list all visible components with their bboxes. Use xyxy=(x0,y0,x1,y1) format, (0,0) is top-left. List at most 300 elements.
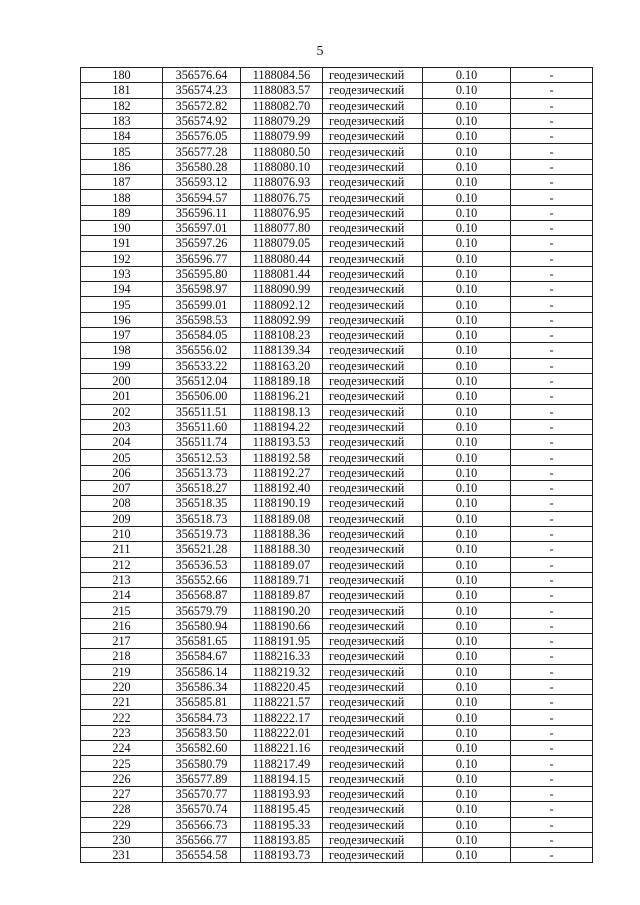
description-cell: - xyxy=(511,113,593,128)
x-coordinate-cell: 356568.87 xyxy=(163,588,241,603)
accuracy-cell: 0.10 xyxy=(423,205,511,220)
description-cell: - xyxy=(511,695,593,710)
point-number-cell: 192 xyxy=(81,251,163,266)
x-coordinate-cell: 356584.05 xyxy=(163,328,241,343)
accuracy-cell: 0.10 xyxy=(423,312,511,327)
method-cell: геодезический xyxy=(323,465,423,480)
description-cell: - xyxy=(511,129,593,144)
point-number-cell: 213 xyxy=(81,572,163,587)
x-coordinate-cell: 356512.53 xyxy=(163,450,241,465)
y-coordinate-cell: 1188080.44 xyxy=(241,251,323,266)
x-coordinate-cell: 356554.58 xyxy=(163,848,241,863)
point-number-cell: 200 xyxy=(81,373,163,388)
accuracy-cell: 0.10 xyxy=(423,465,511,480)
description-cell: - xyxy=(511,358,593,373)
accuracy-cell: 0.10 xyxy=(423,542,511,557)
method-cell: геодезический xyxy=(323,373,423,388)
y-coordinate-cell: 1188219.32 xyxy=(241,664,323,679)
x-coordinate-cell: 356582.60 xyxy=(163,741,241,756)
method-cell: геодезический xyxy=(323,725,423,740)
y-coordinate-cell: 1188194.22 xyxy=(241,419,323,434)
description-cell: - xyxy=(511,633,593,648)
y-coordinate-cell: 1188189.71 xyxy=(241,572,323,587)
method-cell: геодезический xyxy=(323,113,423,128)
accuracy-cell: 0.10 xyxy=(423,664,511,679)
y-coordinate-cell: 1188195.45 xyxy=(241,802,323,817)
description-cell: - xyxy=(511,710,593,725)
y-coordinate-cell: 1188193.73 xyxy=(241,848,323,863)
y-coordinate-cell: 1188076.75 xyxy=(241,190,323,205)
y-coordinate-cell: 1188189.07 xyxy=(241,557,323,572)
point-number-cell: 184 xyxy=(81,129,163,144)
table-row xyxy=(81,282,593,297)
table-row xyxy=(81,159,593,174)
y-coordinate-cell: 1188192.40 xyxy=(241,481,323,496)
method-cell: геодезический xyxy=(323,450,423,465)
table-row xyxy=(81,435,593,450)
point-number-cell: 185 xyxy=(81,144,163,159)
y-coordinate-cell: 1188092.99 xyxy=(241,312,323,327)
method-cell: геодезический xyxy=(323,389,423,404)
x-coordinate-cell: 356579.79 xyxy=(163,603,241,618)
accuracy-cell: 0.10 xyxy=(423,756,511,771)
accuracy-cell: 0.10 xyxy=(423,343,511,358)
x-coordinate-cell: 356598.97 xyxy=(163,282,241,297)
table-row xyxy=(81,526,593,541)
x-coordinate-cell: 356552.66 xyxy=(163,572,241,587)
method-cell: геодезический xyxy=(323,404,423,419)
x-coordinate-cell: 356518.73 xyxy=(163,511,241,526)
table-row xyxy=(81,113,593,128)
method-cell: геодезический xyxy=(323,159,423,174)
y-coordinate-cell: 1188079.99 xyxy=(241,129,323,144)
accuracy-cell: 0.10 xyxy=(423,481,511,496)
accuracy-cell: 0.10 xyxy=(423,725,511,740)
accuracy-cell: 0.10 xyxy=(423,389,511,404)
coordinates-table xyxy=(80,67,593,863)
x-coordinate-cell: 356556.02 xyxy=(163,343,241,358)
table-row xyxy=(81,725,593,740)
x-coordinate-cell: 356584.67 xyxy=(163,649,241,664)
point-number-cell: 208 xyxy=(81,496,163,511)
table-row xyxy=(81,129,593,144)
accuracy-cell: 0.10 xyxy=(423,802,511,817)
table-row xyxy=(81,695,593,710)
x-coordinate-cell: 356518.27 xyxy=(163,481,241,496)
description-cell: - xyxy=(511,848,593,863)
method-cell: геодезический xyxy=(323,649,423,664)
table-row xyxy=(81,557,593,572)
point-number-cell: 195 xyxy=(81,297,163,312)
y-coordinate-cell: 1188188.36 xyxy=(241,526,323,541)
y-coordinate-cell: 1188092.12 xyxy=(241,297,323,312)
table-row xyxy=(81,741,593,756)
method-cell: геодезический xyxy=(323,175,423,190)
description-cell: - xyxy=(511,603,593,618)
table-row xyxy=(81,220,593,235)
table-row xyxy=(81,251,593,266)
method-cell: геодезический xyxy=(323,756,423,771)
description-cell: - xyxy=(511,297,593,312)
point-number-cell: 180 xyxy=(81,68,163,83)
point-number-cell: 221 xyxy=(81,695,163,710)
method-cell: геодезический xyxy=(323,618,423,633)
accuracy-cell: 0.10 xyxy=(423,450,511,465)
accuracy-cell: 0.10 xyxy=(423,572,511,587)
accuracy-cell: 0.10 xyxy=(423,710,511,725)
description-cell: - xyxy=(511,572,593,587)
x-coordinate-cell: 356574.92 xyxy=(163,113,241,128)
accuracy-cell: 0.10 xyxy=(423,817,511,832)
point-number-cell: 207 xyxy=(81,481,163,496)
table-row xyxy=(81,343,593,358)
y-coordinate-cell: 1188195.33 xyxy=(241,817,323,832)
page-number: 5 xyxy=(316,44,324,59)
x-coordinate-cell: 356583.50 xyxy=(163,725,241,740)
description-cell: - xyxy=(511,404,593,419)
method-cell: геодезический xyxy=(323,496,423,511)
point-number-cell: 212 xyxy=(81,557,163,572)
y-coordinate-cell: 1188220.45 xyxy=(241,679,323,694)
description-cell: - xyxy=(511,266,593,281)
y-coordinate-cell: 1188194.15 xyxy=(241,771,323,786)
method-cell: геодезический xyxy=(323,98,423,113)
x-coordinate-cell: 356506.00 xyxy=(163,389,241,404)
y-coordinate-cell: 1188193.85 xyxy=(241,832,323,847)
description-cell: - xyxy=(511,68,593,83)
method-cell: геодезический xyxy=(323,832,423,847)
accuracy-cell: 0.10 xyxy=(423,282,511,297)
table-row xyxy=(81,83,593,98)
description-cell: - xyxy=(511,526,593,541)
table-row xyxy=(81,144,593,159)
point-number-cell: 210 xyxy=(81,526,163,541)
point-number-cell: 202 xyxy=(81,404,163,419)
y-coordinate-cell: 1188192.58 xyxy=(241,450,323,465)
method-cell: геодезический xyxy=(323,266,423,281)
description-cell: - xyxy=(511,312,593,327)
method-cell: геодезический xyxy=(323,710,423,725)
method-cell: геодезический xyxy=(323,771,423,786)
description-cell: - xyxy=(511,389,593,404)
y-coordinate-cell: 1188163.20 xyxy=(241,358,323,373)
accuracy-cell: 0.10 xyxy=(423,419,511,434)
y-coordinate-cell: 1188083.57 xyxy=(241,83,323,98)
description-cell: - xyxy=(511,725,593,740)
table-row xyxy=(81,481,593,496)
y-coordinate-cell: 1188190.19 xyxy=(241,496,323,511)
x-coordinate-cell: 356533.22 xyxy=(163,358,241,373)
x-coordinate-cell: 356597.26 xyxy=(163,236,241,251)
y-coordinate-cell: 1188193.93 xyxy=(241,786,323,801)
description-cell: - xyxy=(511,496,593,511)
x-coordinate-cell: 356595.80 xyxy=(163,266,241,281)
description-cell: - xyxy=(511,481,593,496)
x-coordinate-cell: 356521.28 xyxy=(163,542,241,557)
description-cell: - xyxy=(511,159,593,174)
table-row xyxy=(81,98,593,113)
method-cell: геодезический xyxy=(323,511,423,526)
accuracy-cell: 0.10 xyxy=(423,588,511,603)
accuracy-cell: 0.10 xyxy=(423,251,511,266)
y-coordinate-cell: 1188189.08 xyxy=(241,511,323,526)
description-cell: - xyxy=(511,557,593,572)
y-coordinate-cell: 1188080.10 xyxy=(241,159,323,174)
y-coordinate-cell: 1188076.95 xyxy=(241,205,323,220)
method-cell: геодезический xyxy=(323,205,423,220)
table-row xyxy=(81,802,593,817)
description-cell: - xyxy=(511,435,593,450)
point-number-cell: 199 xyxy=(81,358,163,373)
method-cell: геодезический xyxy=(323,741,423,756)
point-number-cell: 214 xyxy=(81,588,163,603)
x-coordinate-cell: 356536.53 xyxy=(163,557,241,572)
x-coordinate-cell: 356519.73 xyxy=(163,526,241,541)
method-cell: геодезический xyxy=(323,786,423,801)
method-cell: геодезический xyxy=(323,633,423,648)
x-coordinate-cell: 356574.23 xyxy=(163,83,241,98)
table-row xyxy=(81,588,593,603)
y-coordinate-cell: 1188080.50 xyxy=(241,144,323,159)
accuracy-cell: 0.10 xyxy=(423,496,511,511)
description-cell: - xyxy=(511,373,593,388)
description-cell: - xyxy=(511,664,593,679)
description-cell: - xyxy=(511,817,593,832)
method-cell: геодезический xyxy=(323,312,423,327)
point-number-cell: 194 xyxy=(81,282,163,297)
point-number-cell: 187 xyxy=(81,175,163,190)
point-number-cell: 219 xyxy=(81,664,163,679)
point-number-cell: 228 xyxy=(81,802,163,817)
point-number-cell: 190 xyxy=(81,220,163,235)
y-coordinate-cell: 1188190.66 xyxy=(241,618,323,633)
x-coordinate-cell: 356566.77 xyxy=(163,832,241,847)
description-cell: - xyxy=(511,618,593,633)
table-row xyxy=(81,190,593,205)
point-number-cell: 196 xyxy=(81,312,163,327)
description-cell: - xyxy=(511,771,593,786)
accuracy-cell: 0.10 xyxy=(423,404,511,419)
accuracy-cell: 0.10 xyxy=(423,129,511,144)
table-row xyxy=(81,312,593,327)
point-number-cell: 225 xyxy=(81,756,163,771)
accuracy-cell: 0.10 xyxy=(423,603,511,618)
y-coordinate-cell: 1188189.18 xyxy=(241,373,323,388)
accuracy-cell: 0.10 xyxy=(423,236,511,251)
description-cell: - xyxy=(511,419,593,434)
description-cell: - xyxy=(511,205,593,220)
description-cell: - xyxy=(511,465,593,480)
y-coordinate-cell: 1188076.93 xyxy=(241,175,323,190)
x-coordinate-cell: 356596.77 xyxy=(163,251,241,266)
accuracy-cell: 0.10 xyxy=(423,618,511,633)
point-number-cell: 223 xyxy=(81,725,163,740)
method-cell: геодезический xyxy=(323,419,423,434)
point-number-cell: 191 xyxy=(81,236,163,251)
y-coordinate-cell: 1188189.87 xyxy=(241,588,323,603)
x-coordinate-cell: 356594.57 xyxy=(163,190,241,205)
table-row xyxy=(81,618,593,633)
method-cell: геодезический xyxy=(323,603,423,618)
description-cell: - xyxy=(511,832,593,847)
method-cell: геодезический xyxy=(323,695,423,710)
x-coordinate-cell: 356598.53 xyxy=(163,312,241,327)
y-coordinate-cell: 1188077.80 xyxy=(241,220,323,235)
coordinates-table-body xyxy=(81,68,593,863)
description-cell: - xyxy=(511,236,593,251)
method-cell: геодезический xyxy=(323,129,423,144)
table-row xyxy=(81,358,593,373)
accuracy-cell: 0.10 xyxy=(423,741,511,756)
y-coordinate-cell: 1188216.33 xyxy=(241,649,323,664)
point-number-cell: 188 xyxy=(81,190,163,205)
table-row xyxy=(81,679,593,694)
point-number-cell: 197 xyxy=(81,328,163,343)
point-number-cell: 226 xyxy=(81,771,163,786)
x-coordinate-cell: 356518.35 xyxy=(163,496,241,511)
x-coordinate-cell: 356572.82 xyxy=(163,98,241,113)
description-cell: - xyxy=(511,83,593,98)
point-number-cell: 189 xyxy=(81,205,163,220)
accuracy-cell: 0.10 xyxy=(423,695,511,710)
point-number-cell: 206 xyxy=(81,465,163,480)
description-cell: - xyxy=(511,741,593,756)
x-coordinate-cell: 356577.28 xyxy=(163,144,241,159)
method-cell: геодезический xyxy=(323,557,423,572)
point-number-cell: 198 xyxy=(81,343,163,358)
accuracy-cell: 0.10 xyxy=(423,358,511,373)
description-cell: - xyxy=(511,802,593,817)
table-row xyxy=(81,419,593,434)
description-cell: - xyxy=(511,175,593,190)
description-cell: - xyxy=(511,328,593,343)
y-coordinate-cell: 1188139.34 xyxy=(241,343,323,358)
y-coordinate-cell: 1188221.57 xyxy=(241,695,323,710)
point-number-cell: 181 xyxy=(81,83,163,98)
accuracy-cell: 0.10 xyxy=(423,633,511,648)
x-coordinate-cell: 356596.11 xyxy=(163,205,241,220)
table-row xyxy=(81,832,593,847)
method-cell: геодезический xyxy=(323,83,423,98)
point-number-cell: 217 xyxy=(81,633,163,648)
x-coordinate-cell: 356586.34 xyxy=(163,679,241,694)
x-coordinate-cell: 356566.73 xyxy=(163,817,241,832)
accuracy-cell: 0.10 xyxy=(423,190,511,205)
point-number-cell: 182 xyxy=(81,98,163,113)
point-number-cell: 183 xyxy=(81,113,163,128)
description-cell: - xyxy=(511,679,593,694)
method-cell: геодезический xyxy=(323,802,423,817)
accuracy-cell: 0.10 xyxy=(423,526,511,541)
accuracy-cell: 0.10 xyxy=(423,848,511,863)
accuracy-cell: 0.10 xyxy=(423,435,511,450)
description-cell: - xyxy=(511,450,593,465)
description-cell: - xyxy=(511,588,593,603)
y-coordinate-cell: 1188188.30 xyxy=(241,542,323,557)
point-number-cell: 220 xyxy=(81,679,163,694)
y-coordinate-cell: 1188192.27 xyxy=(241,465,323,480)
y-coordinate-cell: 1188198.13 xyxy=(241,404,323,419)
accuracy-cell: 0.10 xyxy=(423,266,511,281)
accuracy-cell: 0.10 xyxy=(423,83,511,98)
x-coordinate-cell: 356580.94 xyxy=(163,618,241,633)
table-row xyxy=(81,373,593,388)
accuracy-cell: 0.10 xyxy=(423,771,511,786)
table-row xyxy=(81,633,593,648)
accuracy-cell: 0.10 xyxy=(423,373,511,388)
table-row xyxy=(81,404,593,419)
point-number-cell: 186 xyxy=(81,159,163,174)
x-coordinate-cell: 356512.04 xyxy=(163,373,241,388)
x-coordinate-cell: 356577.89 xyxy=(163,771,241,786)
x-coordinate-cell: 356580.28 xyxy=(163,159,241,174)
table-row xyxy=(81,786,593,801)
method-cell: геодезический xyxy=(323,588,423,603)
point-number-cell: 222 xyxy=(81,710,163,725)
point-number-cell: 205 xyxy=(81,450,163,465)
table-row xyxy=(81,205,593,220)
table-row xyxy=(81,389,593,404)
description-cell: - xyxy=(511,98,593,113)
point-number-cell: 218 xyxy=(81,649,163,664)
x-coordinate-cell: 356576.64 xyxy=(163,68,241,83)
method-cell: геодезический xyxy=(323,358,423,373)
x-coordinate-cell: 356593.12 xyxy=(163,175,241,190)
point-number-cell: 209 xyxy=(81,511,163,526)
method-cell: геодезический xyxy=(323,664,423,679)
x-coordinate-cell: 356586.14 xyxy=(163,664,241,679)
y-coordinate-cell: 1188084.56 xyxy=(241,68,323,83)
method-cell: геодезический xyxy=(323,343,423,358)
description-cell: - xyxy=(511,220,593,235)
table-row xyxy=(81,771,593,786)
x-coordinate-cell: 356581.65 xyxy=(163,633,241,648)
accuracy-cell: 0.10 xyxy=(423,68,511,83)
method-cell: геодезический xyxy=(323,435,423,450)
table-row xyxy=(81,848,593,863)
accuracy-cell: 0.10 xyxy=(423,175,511,190)
table-row xyxy=(81,572,593,587)
x-coordinate-cell: 356599.01 xyxy=(163,297,241,312)
y-coordinate-cell: 1188081.44 xyxy=(241,266,323,281)
y-coordinate-cell: 1188190.20 xyxy=(241,603,323,618)
method-cell: геодезический xyxy=(323,572,423,587)
description-cell: - xyxy=(511,649,593,664)
method-cell: геодезический xyxy=(323,848,423,863)
description-cell: - xyxy=(511,282,593,297)
point-number-cell: 229 xyxy=(81,817,163,832)
y-coordinate-cell: 1188222.01 xyxy=(241,725,323,740)
point-number-cell: 227 xyxy=(81,786,163,801)
table-row xyxy=(81,465,593,480)
description-cell: - xyxy=(511,786,593,801)
description-cell: - xyxy=(511,542,593,557)
accuracy-cell: 0.10 xyxy=(423,220,511,235)
y-coordinate-cell: 1188217.49 xyxy=(241,756,323,771)
description-cell: - xyxy=(511,190,593,205)
description-cell: - xyxy=(511,511,593,526)
table-row xyxy=(81,266,593,281)
description-cell: - xyxy=(511,343,593,358)
table-row xyxy=(81,450,593,465)
x-coordinate-cell: 356576.05 xyxy=(163,129,241,144)
method-cell: геодезический xyxy=(323,817,423,832)
table-row xyxy=(81,603,593,618)
accuracy-cell: 0.10 xyxy=(423,557,511,572)
method-cell: геодезический xyxy=(323,526,423,541)
method-cell: геодезический xyxy=(323,481,423,496)
point-number-cell: 216 xyxy=(81,618,163,633)
